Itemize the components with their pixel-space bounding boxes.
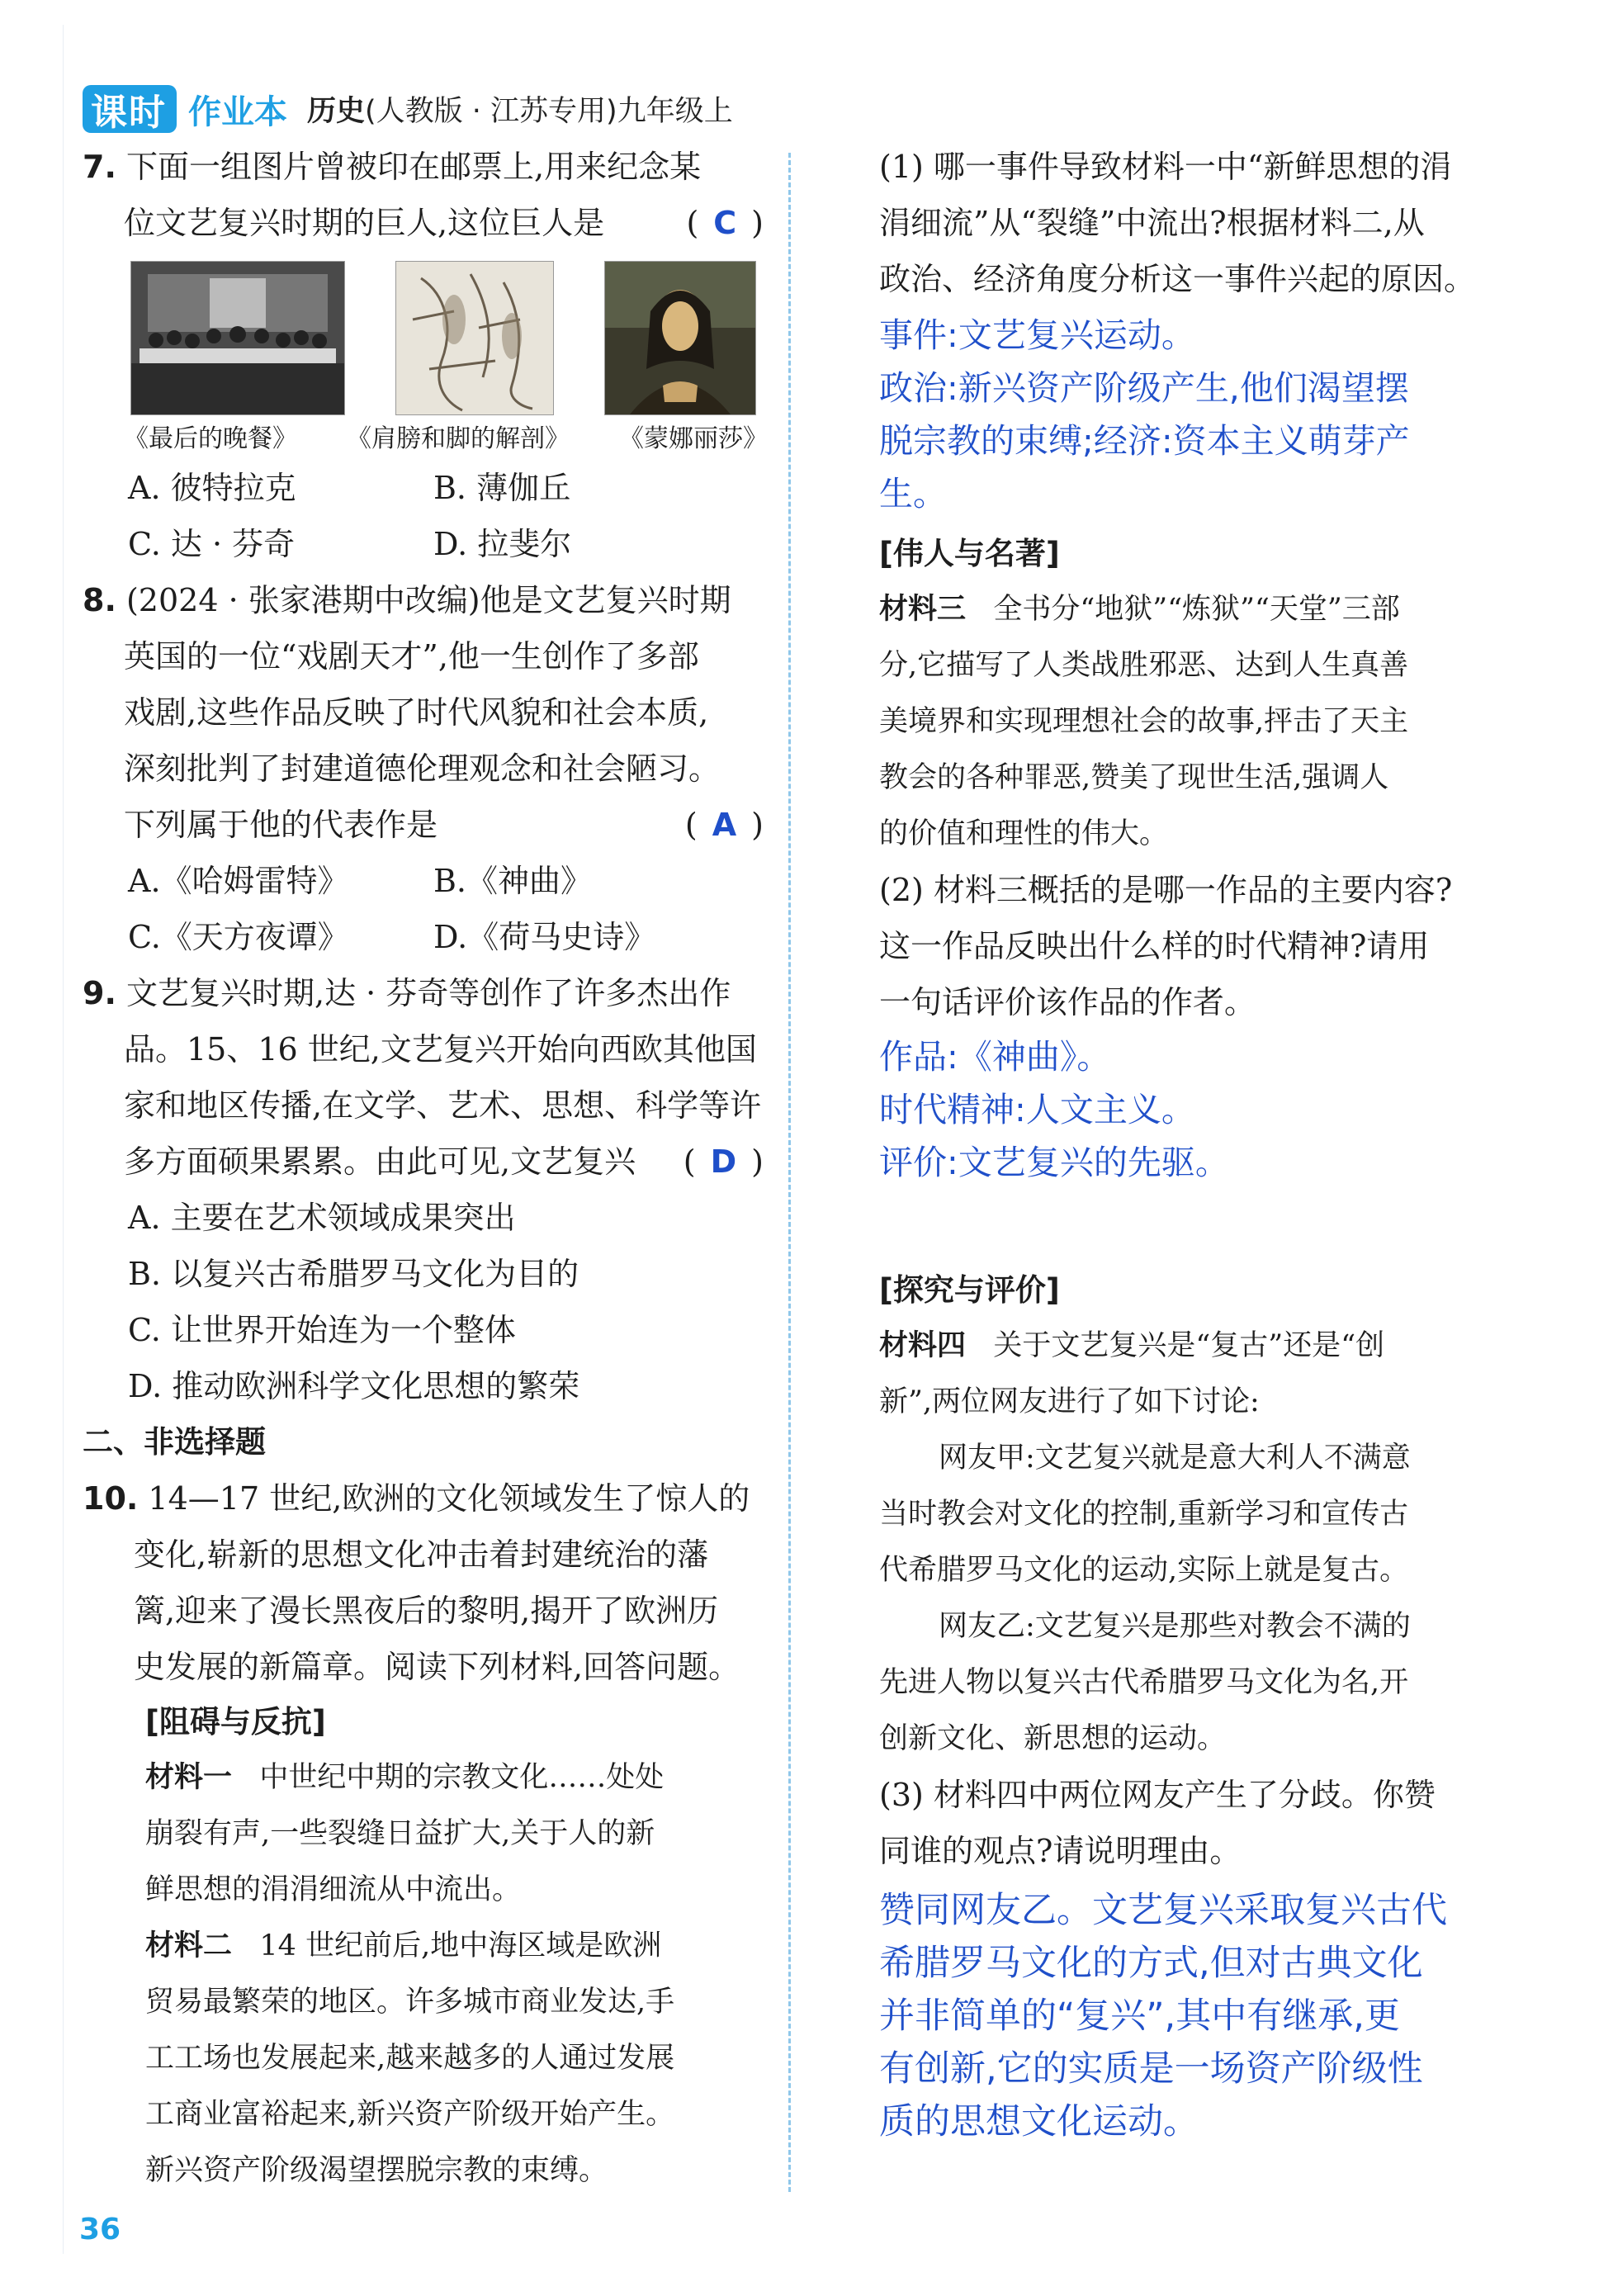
sub-question-1: (1) 哪一事件导致材料一中“新鲜思想的涓 <box>879 149 1452 185</box>
sub-question-3: (3) 材料四中两位网友产生了分歧。你赞 <box>879 1777 1436 1813</box>
image-captions <box>124 419 768 460</box>
question-text: 14—17 世纪,欧洲的文化领域发生了惊人的 <box>148 1480 750 1517</box>
option-b: B. 以复兴古希腊罗马文化为目的 <box>128 1256 579 1292</box>
logo-sub-text: 作业本 <box>188 92 287 131</box>
question-text: 文艺复兴时期,达 · 芬奇等创作了许多杰出作 <box>125 975 731 1011</box>
answer-1-line: 政治:新兴资产阶级产生,他们渴望摆 <box>879 368 1409 408</box>
question-text: 位文艺复兴时期的巨人,这位巨人是 <box>124 205 605 241</box>
question-number: 7. <box>83 149 116 185</box>
answer-1-line: 事件:文艺复兴运动。 <box>879 315 1195 355</box>
stamp-images <box>130 261 756 415</box>
question-line <box>83 1134 764 1190</box>
options-row <box>83 460 764 516</box>
answer-2-line: 评价:文艺复兴的先驱。 <box>879 1143 1229 1182</box>
answer-3-line: 并非简单的“复兴”,其中有继承,更 <box>879 1995 1400 2037</box>
question-line: 变化,崭新的思想文化冲击着封建统治的藩 <box>134 1536 709 1573</box>
anatomy-sketch-drawing <box>396 262 553 414</box>
option-b: B.《神曲》 <box>433 863 593 899</box>
question-line: 史发展的新篇章。阅读下列材料,回答问题。 <box>134 1649 740 1685</box>
material-2-label: 材料二 <box>145 1929 233 1962</box>
answer-letter: A <box>712 807 737 843</box>
last-supper-drawing <box>131 262 344 414</box>
material-line: 的价值和理性的伟大。 <box>879 817 1169 850</box>
question-line: 品。15、16 世纪,文艺复兴开始向西欧其他国 <box>124 1031 757 1068</box>
last-supper-image <box>130 261 345 415</box>
material-text: 14 世纪前后,地中海区域是欧洲 <box>259 1929 662 1962</box>
subject-label: 历史 <box>307 95 366 128</box>
question-line <box>83 195 764 251</box>
option-b: B. 薄伽丘 <box>433 470 571 506</box>
block-title-obstacle: [阻碍与反抗] <box>145 1704 326 1740</box>
material-text: 关于文艺复兴是“复古”还是“创 <box>993 1329 1385 1362</box>
answer-3-line: 有创新,它的实质是一场资产阶级性 <box>879 2048 1423 2090</box>
question-line <box>83 965 764 1021</box>
question-text: 下面一组图片曾被印在邮票上,用来纪念某 <box>125 149 702 185</box>
sub-question-1: 政治、经济角度分析这一事件兴起的原因。 <box>879 261 1476 297</box>
book-title <box>307 88 733 130</box>
option-c: C. 让世界开始连为一个整体 <box>128 1312 516 1348</box>
material-line: 教会的各种罪恶,赞美了现世生活,强调人 <box>879 761 1389 794</box>
material-4-label: 材料四 <box>879 1329 967 1362</box>
netizen-a-line: 网友甲:文艺复兴就是意大利人不满意 <box>939 1442 1411 1475</box>
question-line: 英国的一位“戏剧天才”,他一生创作了多部 <box>124 638 699 675</box>
option-d: D.《荷马史诗》 <box>433 919 656 955</box>
netizen-b-line: 创新文化、新思想的运动。 <box>879 1722 1227 1755</box>
material-line <box>879 581 1515 637</box>
material-line <box>83 1749 764 1806</box>
answer-paren: ( A ) <box>684 807 764 843</box>
answer-3-line: 赞同网友乙。文艺复兴采取复兴古代 <box>879 1890 1447 1931</box>
material-line: 分,它描写了人类战胜邪恶、达到人生真善 <box>879 649 1409 682</box>
material-line: 鲜思想的涓涓细流从中流出。 <box>145 1873 522 1906</box>
option-a: A.《哈姆雷特》 <box>128 863 349 899</box>
answer-2-line: 时代精神:人文主义。 <box>879 1090 1195 1129</box>
caption: 《蒙娜丽莎》 <box>619 424 768 453</box>
block-title-inquiry: [探究与评价] <box>879 1272 1060 1308</box>
material-line: 崩裂有声,一些裂缝日益扩大,关于人的新 <box>145 1817 655 1850</box>
page-number: 36 <box>79 2213 121 2246</box>
material-line: 美境界和实现理想社会的故事,抨击了天主 <box>879 705 1409 738</box>
material-line: 工商业富裕起来,新兴资产阶级开始产生。 <box>145 2098 675 2131</box>
brand-logo <box>83 85 177 133</box>
question-line <box>83 139 764 195</box>
edition-label: (人教版 · 江苏专用)九年级上 <box>365 95 733 128</box>
netizen-b-line: 网友乙:文艺复兴是那些对教会不满的 <box>939 1610 1411 1643</box>
sub-question-1: 涓细流”从“裂缝”中流出?根据材料二,从 <box>879 205 1425 241</box>
material-line: 贸易最繁荣的地区。许多城市商业发达,手 <box>145 1986 675 2019</box>
caption: 《肩膀和脚的解剖》 <box>347 424 570 453</box>
option-d: D. 拉斐尔 <box>433 526 572 562</box>
option-c: C.《天方夜谭》 <box>128 919 349 955</box>
mona-lisa-drawing <box>605 262 755 414</box>
question-text: (2024 · 张家港期中改编)他是文艺复兴时期 <box>125 582 731 618</box>
question-line <box>83 572 764 628</box>
options-row <box>83 909 764 965</box>
question-9 <box>83 965 764 1414</box>
option-a: A. 彼特拉克 <box>128 470 296 506</box>
column-divider <box>788 153 791 2192</box>
section-heading: 二、非选择题 <box>83 1424 266 1460</box>
material-text: 中世纪中期的宗教文化……处处 <box>259 1761 665 1794</box>
question-number: 10. <box>83 1480 139 1517</box>
material-line: 工工场也发展起来,越来越多的人通过发展 <box>145 2042 675 2075</box>
material-line <box>879 1318 1515 1374</box>
right-column <box>879 139 1515 2148</box>
answer-2-line: 作品:《神曲》。 <box>879 1037 1111 1077</box>
netizen-b-line: 先进人物以复兴古代希腊罗马文化为名,开 <box>879 1666 1409 1699</box>
material-line <box>83 1918 764 1974</box>
question-line: 篱,迎来了漫长黑夜后的黎明,揭开了欧洲历 <box>134 1593 719 1629</box>
page-header <box>83 79 733 139</box>
logo-main-text: 课时 <box>91 92 167 134</box>
question-line: 家和地区传播,在文学、艺术、思想、科学等许 <box>124 1087 762 1124</box>
question-line: 戏剧,这些作品反映了时代风貌和社会本质, <box>124 694 709 731</box>
sub-question-2: (2) 材料三概括的是哪一作品的主要内容? <box>879 872 1453 908</box>
question-text: 下列属于他的代表作是 <box>124 807 438 843</box>
anatomy-sketch-image <box>395 261 554 415</box>
answer-paren: ( C ) <box>686 205 764 241</box>
question-line: 深刻批判了封建道德伦理观念和社会陋习。 <box>124 750 721 787</box>
question-line <box>83 797 764 853</box>
sub-question-3: 同谁的观点?请说明理由。 <box>879 1833 1242 1869</box>
material-text: 全书分“地狱”“炼狱”“天堂”三部 <box>993 593 1400 626</box>
block-title-greats: [伟人与名著] <box>879 536 1060 571</box>
sub-question-2: 这一作品反映出什么样的时代精神?请用 <box>879 928 1430 964</box>
options-row <box>83 853 764 909</box>
netizen-a-line: 代希腊罗马文化的运动,实际上就是复古。 <box>879 1554 1409 1587</box>
question-10 <box>83 1470 764 2199</box>
option-d: D. 推动欧洲科学文化思想的繁荣 <box>128 1368 580 1404</box>
question-7 <box>83 139 768 572</box>
material-1-label: 材料一 <box>145 1761 233 1794</box>
option-c: C. 达 · 芬奇 <box>128 526 296 562</box>
left-column <box>83 139 768 2199</box>
caption: 《最后的晚餐》 <box>124 424 297 453</box>
answer-3-line: 质的思想文化运动。 <box>879 2101 1199 2142</box>
question-line <box>83 1470 764 1527</box>
question-number: 9. <box>83 975 116 1011</box>
option-a: A. 主要在艺术领域成果突出 <box>128 1200 516 1236</box>
question-8 <box>83 572 764 965</box>
answer-1-line: 生。 <box>879 474 947 514</box>
question-number: 8. <box>83 582 116 618</box>
answer-1-line: 脱宗教的束缚;经济:资本主义萌芽产 <box>879 421 1410 461</box>
options-row <box>83 516 764 572</box>
answer-letter: D <box>710 1143 737 1180</box>
answer-3-line: 希腊罗马文化的方式,但对古典文化 <box>879 1943 1423 1984</box>
answer-paren: ( D ) <box>683 1143 764 1180</box>
mona-lisa-image <box>604 261 756 415</box>
material-line: 新兴资产阶级渴望摆脱宗教的束缚。 <box>145 2154 608 2187</box>
material-line: 新”,两位网友进行了如下讨论: <box>879 1385 1260 1418</box>
question-text: 多方面硕果累累。由此可见,文艺复兴 <box>124 1143 636 1180</box>
netizen-a-line: 当时教会对文化的控制,重新学习和宣传古 <box>879 1498 1409 1531</box>
sub-question-2: 一句话评价该作品的作者。 <box>879 984 1256 1020</box>
material-3-label: 材料三 <box>879 593 967 626</box>
answer-letter: C <box>713 205 737 241</box>
